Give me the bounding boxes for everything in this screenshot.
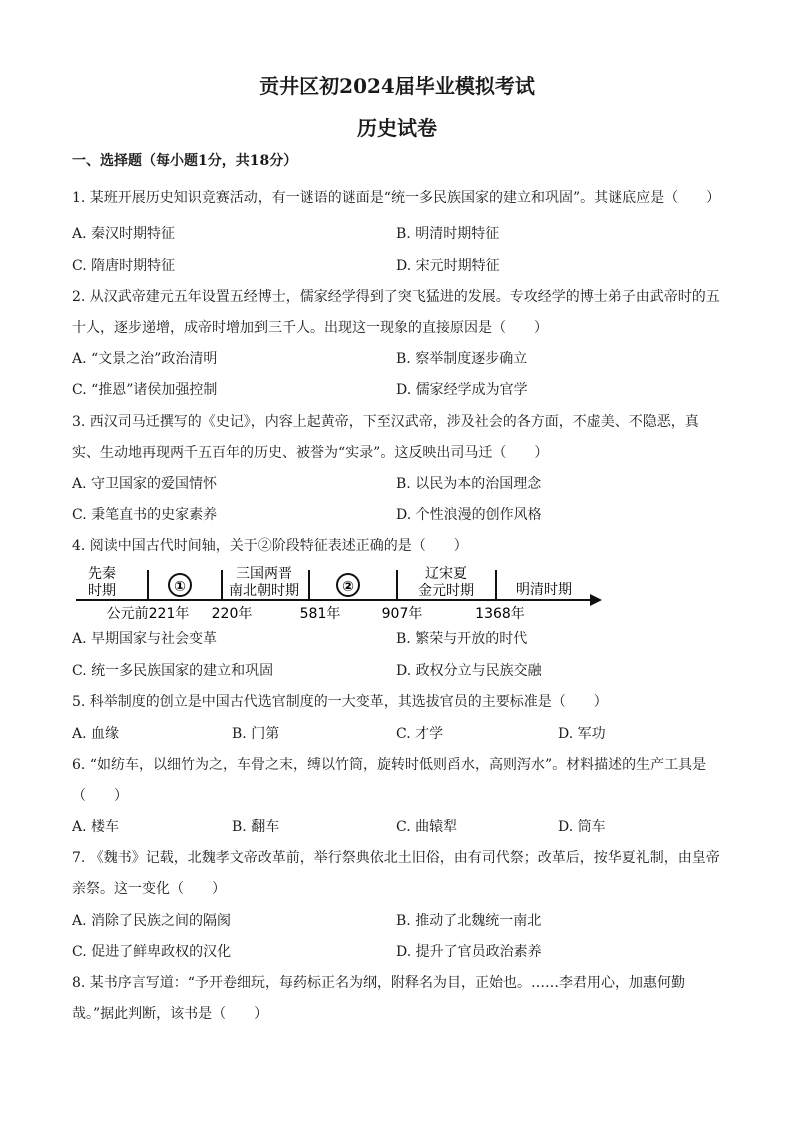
question-3-stem-line2: 实、生动地再现两千五百年的历史、被誉为“实录”。这反映出司马迁（ ） [72,445,549,461]
exam-subtitle: 历史试卷 [357,116,437,140]
period-label: 时期 [88,583,116,599]
q6-option-a[interactable]: A. 楼车 [72,819,120,835]
q4-option-c[interactable]: C. 统一多民族国家的建立和巩固 [72,663,274,679]
question-6-stem-line2: （ ） [72,788,128,804]
q1-option-a[interactable]: A. 秦汉时期特征 [72,226,176,242]
q3-option-a[interactable]: A. 守卫国家的爱国情怀 [72,476,218,492]
question-2-stem-line2: 十人，逐步递增，成帝时增加到三千人。出现这一现象的直接原因是（ ） [72,320,548,336]
question-1-stem: 1. 某班开展历史知识竞赛活动，有一谜语的谜面是“统一多民族国家的建立和巩固”。其谜底应是（ ） [72,190,721,206]
q7-option-a[interactable]: A. 消除了民族之间的隔阂 [72,913,232,929]
question-2-stem-line1: 2. 从汉武帝建元五年设置五经博士，儒家经学得到了突飞猛进的发展。专攻经学的博士弟子由武帝时的五 [72,289,720,305]
q1-option-d[interactable]: D. 宋元时期特征 [396,258,500,274]
q3-option-d[interactable]: D. 个性浪漫的创作风格 [396,507,542,523]
q4-option-a[interactable]: A. 早期国家与社会变革 [72,631,218,647]
q6-option-c[interactable]: C. 曲辕犁 [396,819,458,835]
question-6-stem-line1: 6. “如纺车，以细竹为之，车骨之末，缚以竹筒，旋转时低则舀水，高则泻水”。材料描述的生产工具是 [72,757,707,773]
period-label: 辽宋夏 [425,566,467,582]
period-label: 先秦 [88,566,116,582]
date-label: 公元前221年 [106,606,190,622]
q5-option-a[interactable]: A. 血缘 [72,726,120,742]
q6-option-d[interactable]: D. 筒车 [558,819,606,835]
q3-option-b[interactable]: B. 以民为本的治国理念 [396,476,542,492]
date-label: 1368年 [475,606,525,622]
period-marker-2: ② [342,579,354,595]
q7-option-b[interactable]: B. 推动了北魏统一南北 [396,913,542,929]
question-7-stem-line2: 亲祭。这一变化（ ） [72,881,226,897]
date-label: 581年 [299,606,341,622]
period-label: 南北朝时期 [229,583,299,599]
q1-option-c[interactable]: C. 隋唐时期特征 [72,258,176,274]
q3-option-c[interactable]: C. 秉笔直书的史家素养 [72,507,218,523]
period-label: 三国两晋 [236,566,292,582]
q1-option-b[interactable]: B. 明清时期特征 [396,226,500,242]
section-heading: 一、选择题（每小题1分，共18分） [72,153,298,169]
question-8-stem-line2: 哉。”据此判断，该书是（ ） [72,1006,269,1022]
question-8-stem-line1: 8. 某书序言写道：“予开卷细玩，每药标正名为纲，附释名为目，正始也。……李君用心，加惠何勤 [72,975,685,991]
exam-title: 贡井区初2024届毕业模拟考试 [259,74,535,98]
date-label: 907年 [381,606,423,622]
period-label: 金元时期 [418,583,474,599]
question-5-stem: 5. 科举制度的创立是中国古代选官制度的一大变革，其选拔官员的主要标准是（ ） [72,694,608,710]
period-marker-1: ① [174,579,186,595]
question-3-stem-line1: 3. 西汉司马迁撰写的《史记》，内容上起黄帝，下至汉武帝，涉及社会的各方面，不虚美、不隐恶，真 [72,414,699,430]
q2-option-b[interactable]: B. 察举制度逐步确立 [396,351,528,367]
question-7-stem-line1: 7. 《魏书》记载，北魏孝文帝改革前，举行祭典依北土旧俗，由有司代祭；改革后，按华夏礼制，由皇帝 [72,850,720,866]
question-4-stem: 4. 阅读中国古代时间轴，关于②阶段特征表述正确的是（ ） [72,538,468,554]
q5-option-b[interactable]: B. 门第 [232,726,280,742]
period-label: 明清时期 [516,582,572,598]
q7-option-d[interactable]: D. 提升了官员政治素养 [396,944,542,960]
q5-option-c[interactable]: C. 才学 [396,726,444,742]
q4-option-b[interactable]: B. 繁荣与开放的时代 [396,631,528,647]
q2-option-d[interactable]: D. 儒家经学成为官学 [396,382,528,398]
q7-option-c[interactable]: C. 促进了鲜卑政权的汉化 [72,944,232,960]
timeline-arrow-icon [590,594,602,606]
q5-option-d[interactable]: D. 军功 [558,726,606,742]
date-label: 220年 [211,606,253,622]
q2-option-a[interactable]: A. “文景之治”政治清明 [72,351,218,367]
timeline-figure [72,560,612,622]
q6-option-b[interactable]: B. 翻车 [232,819,280,835]
q2-option-c[interactable]: C. “推恩”诸侯加强控制 [72,382,218,398]
q4-option-d[interactable]: D. 政权分立与民族交融 [396,663,542,679]
